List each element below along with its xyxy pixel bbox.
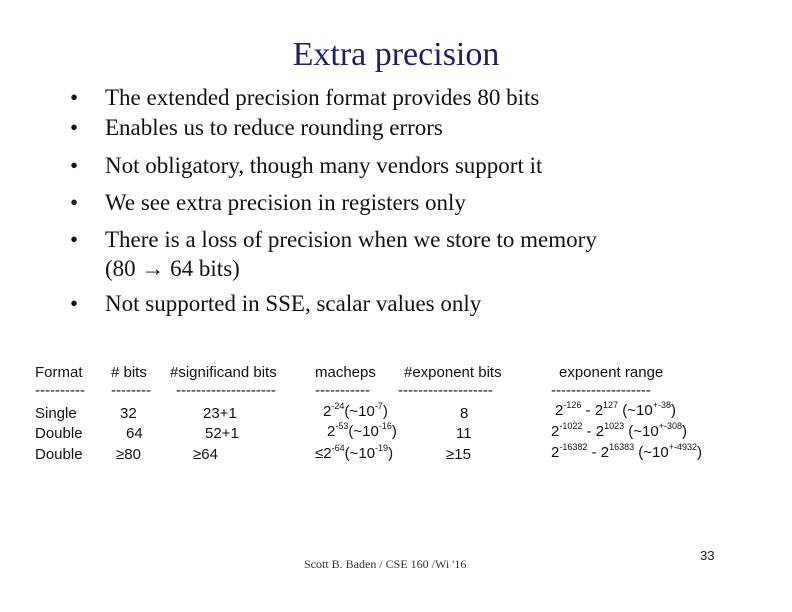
bullet-text: The extended precision format provides 80 bits xyxy=(105,85,540,110)
cell-bits: ≥80 xyxy=(116,446,141,463)
slide-title: Extra precision xyxy=(292,36,500,73)
bullet-item xyxy=(70,82,710,114)
bullet-item xyxy=(70,288,710,320)
bullet-item xyxy=(70,224,710,285)
bullet-marker: • xyxy=(70,227,79,252)
footer-credit: Scott B. Baden / CSE 160 /Wi '16 xyxy=(304,557,467,571)
bullet-marker: • xyxy=(70,190,79,215)
cell-exponent-range: $2^{-126} - 2^{127}$ $(\sim 10^{+-38})$ xyxy=(555,400,676,419)
divider-exponent-range: -------------------- xyxy=(551,382,651,399)
page-number: 33 xyxy=(700,548,715,563)
bullet-text: Not obligatory, though many vendors support it xyxy=(105,153,543,178)
bullet-continuation: (80 → 64 bits) xyxy=(105,256,240,281)
cell-significand: 52+1 xyxy=(205,425,239,442)
bullet-marker: • xyxy=(70,291,79,316)
cell-exponent-range: $2^{-1022} - 2^{1023}$ $(\sim 10^{+-308})$ xyxy=(551,421,687,440)
cell-macheps: $2^{-53}(\sim 10^{-16})$ xyxy=(327,421,397,440)
cell-significand: ≥64 xyxy=(193,446,218,463)
bullet-item xyxy=(70,150,710,182)
cell-macheps: $\le 2^{-64}(\sim 10^{-19})$ xyxy=(315,443,394,462)
header-significand: #significand bits xyxy=(170,364,277,381)
bullet-marker: • xyxy=(70,153,79,178)
cell-bits: 64 xyxy=(126,425,143,442)
bullet-text: There is a loss of precision when we store to memory xyxy=(105,227,597,252)
divider-macheps: ----------- xyxy=(315,382,370,399)
cell-format: Double xyxy=(35,446,83,463)
cell-exponent-bits: 11 xyxy=(456,425,472,442)
bullet-text: We see extra precision in registers only xyxy=(105,190,466,215)
bullet-text: Enables us to reduce rounding errors xyxy=(105,115,443,140)
divider-bits: -------- xyxy=(111,382,151,399)
cell-exponent-range: $2^{-16382} - 2^{16383}$ $(\sim 10^{+-4932})$ xyxy=(551,442,702,461)
bullet-item xyxy=(70,112,710,144)
divider-format: ---------- xyxy=(35,382,85,399)
cell-exponent-bits: 8 xyxy=(460,405,469,422)
bullet-text: Not supported in SSE, scalar values only xyxy=(105,291,482,316)
cell-format: Double xyxy=(35,425,83,442)
bullet-item xyxy=(70,187,710,219)
bullet-marker: • xyxy=(70,115,79,140)
cell-macheps: $2^{-24}(\sim 10^{-7})$ xyxy=(323,401,388,420)
header-macheps: macheps xyxy=(315,364,376,381)
cell-significand: 23+1 xyxy=(203,405,237,422)
cell-exponent-bits: ≥15 xyxy=(446,446,471,463)
header-exponent-bits: #exponent bits xyxy=(404,364,502,381)
bullet-list xyxy=(70,82,710,320)
header-bits: # bits xyxy=(111,364,147,381)
bullet-marker: • xyxy=(70,85,79,110)
cell-format: Single xyxy=(35,405,77,422)
cell-bits: 32 xyxy=(120,405,137,422)
divider-exponent-bits: ------------------- xyxy=(398,382,493,399)
header-exponent-range: exponent range xyxy=(559,364,664,381)
divider-significand: -------------------- xyxy=(176,382,276,399)
header-format: Format xyxy=(35,364,83,381)
